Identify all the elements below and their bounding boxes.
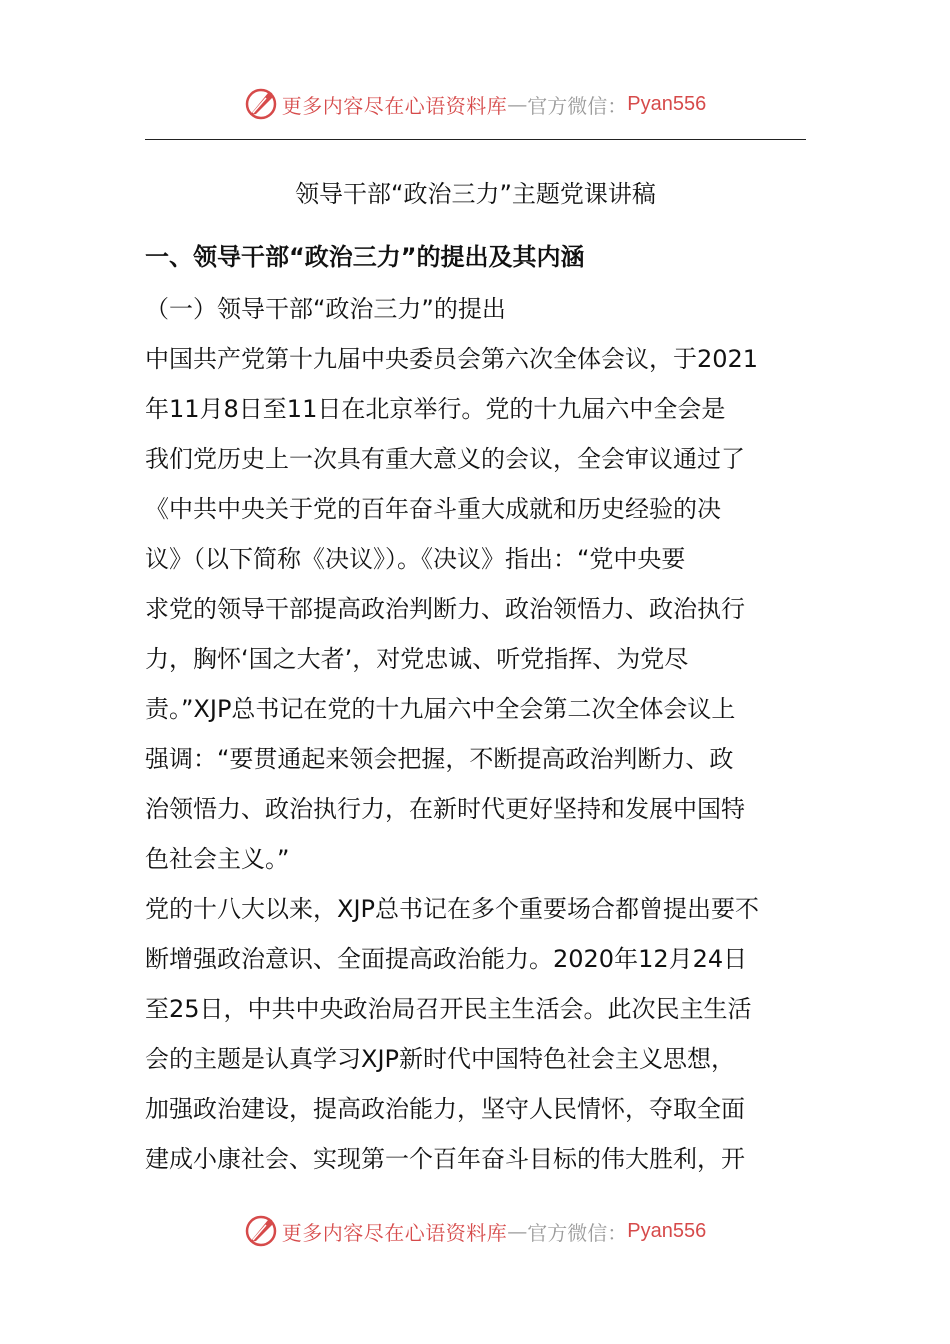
header-banner-text: 更多内容尽在心语资料库 xyxy=(281,93,508,118)
header-separator: — xyxy=(507,92,528,116)
footer-wechat-label: 官方微信： xyxy=(527,1220,628,1245)
body-paragraph-1: 中国共产党第十九届中央委员会第六次全体会议，于2021 年11月8日至11日在北京举行。党的十九届六中全会是 我们党历史上一次具有重大意义的会议，全会审议通过了 《中共中央关于党的百年奋斗重大成就和历史经验的决 议》（以下简称《决议》）。《决议》指出：“党中央要 求党的领导干部提高政治判断力、政治领悟力、政治执行 力，胸怀‘国之大者’，对党忠诚、听党指挥、为党尽 责。”XJP总书记在党的十九届六中全会第二次全体会议上 强调：“要贯通起来领会把握，不断提高政治判断力、政 治领悟力、政治执行力，在新时代更好坚持和发展中国特 色社会主义。” xyxy=(145,345,759,873)
section-heading: 一、领导干部“政治三力”的提出及其内涵 xyxy=(145,243,585,271)
quill-logo-icon xyxy=(244,1214,278,1248)
subsection-heading: （一）领导干部“政治三力”的提出 xyxy=(145,295,506,323)
body-paragraph-2: 党的十八大以来，XJP总书记在多个重要场合都曾提出要不 断增强政治意识、全面提高政治能力。2020年12月24日 至25日，中共中央政治局召开民主生活会。此次民主生活 会的主题是认真学习XJP新时代中国特色社会主义思想， 加强政治建设，提高政治能力，坚守人民情怀，夺取全面 建成小康社会、实现第一个百年奋斗目标的伟大胜利，开 xyxy=(145,895,759,1173)
header-banner xyxy=(0,84,950,124)
footer-separator: — xyxy=(507,1219,528,1243)
header-wechat-id: Pyan556 xyxy=(627,92,707,115)
footer-banner-text: 更多内容尽在心语资料库 xyxy=(281,1220,508,1245)
document-title: 领导干部“政治三力”主题党课讲稿 xyxy=(295,180,656,208)
footer-banner xyxy=(0,1211,950,1251)
quill-logo-icon xyxy=(244,87,278,121)
footer-wechat-id: Pyan556 xyxy=(627,1219,707,1242)
header-wechat-label: 官方微信： xyxy=(527,93,628,118)
header-divider xyxy=(145,139,806,140)
